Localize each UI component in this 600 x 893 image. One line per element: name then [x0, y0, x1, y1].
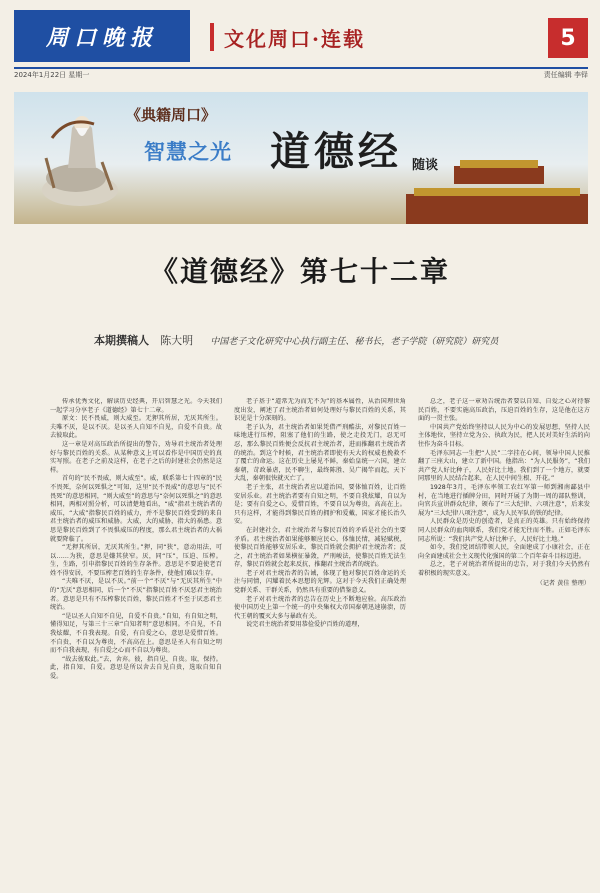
paragraph: 在封建社会，君主统治者与黎民百姓的矛盾是社会的主要矛盾。君主统治者如果能够顺应民心，体恤民情，减轻赋税，使黎民百姓能够安居乐业，黎民百姓就会拥护君主统治者；反之，君主统治者如果横征暴敛，严刑峻法，使黎民百姓无法生存，黎民百姓就会起来反抗，推翻君主统治者的统治。: [234, 526, 406, 569]
palace-roof: [406, 194, 588, 224]
reporter-signature: （记者 黄佳 整理）: [536, 580, 590, 588]
masthead-divider: [14, 67, 588, 69]
paragraph: 毛泽东同志一生把“人民”二字挂在心间，领导中国人民推翻了三座大山，建立了新中国。他指出：“为人民服务”，“我们共产党人好比种子，人民好比土地。我们到了一个地方，就要同那里的人民结合起来，在人民中间生根、开花。”: [418, 449, 590, 483]
section-accent-bar: [210, 23, 214, 51]
column-banner: [14, 92, 588, 224]
banner-suitan: 随谈: [412, 158, 439, 173]
sage-on-ox-illustration: [32, 98, 124, 218]
paragraph: 老子对君主统治者的忠告在历史上不断地应验。高压政治使中国历史上第一个统一的中央集权大帝国秦朝迅速崩溃，历代王朝的覆灭大多与暴政有关。: [234, 595, 406, 620]
paragraph: 原文：民不畏威，则大威至。无狎其所居，无厌其所生。夫唯不厌，是以不厌。是以圣人自知不自见，自爱不自贵。故去彼取此。: [50, 415, 222, 440]
issue-date: 2024年1月22日 星期一: [14, 71, 90, 79]
paragraph: “无狎其所居，无厌其所生。”狎，同“狭”，意动用法，可以……为狭，意思是嫌其狭窄。厌，同“压”，压迫、压榨。生，生路，引申指黎民百姓的生存条件。意思是不要迫使老百姓不得安居，不要压榨老百姓的生存条件，使他们难以生存。: [50, 544, 222, 577]
column-title: 《典籍周口》: [126, 106, 217, 124]
paragraph: 1928年3月，毛泽东率领工农红军第一师到湘南酃县中村，在当地进行插牌分田，同时开展了为期一周的部队整训，向官兵宣讲群众纪律，颁布了“三大纪律、六项注意”，后来发展为“三大纪律八项注意”，成为人民军队的铁的纪律。: [418, 483, 590, 517]
section-name: 文化周口·连载: [224, 26, 365, 51]
paragraph: 老子主张，君主统治者应以道治国，要体恤百姓，让百姓安居乐业。君主统治者要有自知之明，不要自我炫耀，自以为是；要有自爱之心，爱惜百姓，不要自以为尊贵，高高在上。只有这样，才能得到黎民百姓的拥护和爱戴，国家才能长治久安。: [234, 483, 406, 526]
paragraph: 传承优秀文化，解读历史经典，开启智慧之光。今天我们一起学习分享老子《道德经》第七十二章。: [50, 398, 222, 414]
newspaper-name: 周口晚报: [45, 24, 158, 51]
responsible-editor: 责任编辑 李铎: [543, 71, 588, 79]
byline-credentials: 中国老子文化研究中心执行副主任、秘书长，老子学院（研究院）研究员: [210, 337, 499, 347]
paragraph: 人民群众是历史的创造者，是真正的英雄。只有始终保持同人民群众的血肉联系，我们党才能无往而不胜。正如毛泽东同志所说：“我们共产党人好比种子，人民好比土地。”: [418, 518, 590, 543]
byline-role: 本期撰稿人: [94, 334, 149, 347]
paragraph: “是以圣人自知不自见，自爱不自贵。”自知，有自知之明，懂得知足，与第三十三章“自知者明”意思相同。不自见，不自我炫耀，不自我表现。自爱，有自爱之心，意思是爱惜百姓。不自贵，不自以为尊贵，不高高在上。意思是圣人有自知之明而不自我表现，有自爱之心而不自以为尊贵。: [50, 612, 222, 655]
palace-tower: [454, 166, 544, 184]
article-column-1: [50, 398, 222, 866]
byline-author: 陈大明: [160, 334, 194, 347]
paragraph: 总之，老子这一章劝告统治者要以自知、自爱之心对待黎民百姓，不要实施高压政治，压迫百姓的生存，这是他在这方面的一贯主张。: [418, 398, 590, 423]
masthead: [0, 0, 600, 78]
banner-calligraphy: 道德经: [270, 128, 402, 175]
paragraph: 这一章是对高压政治所提出的警告，劝导君主统治者处理好与黎民百姓的关系。从某种意义上可以看作是中国历史的真实写照。在老子之前及这样，在老子之后的封建社会仍然是这样。: [50, 440, 222, 474]
byline: [94, 332, 594, 348]
paragraph: 首句的“民不畏威，则大威至”。威，联系第七十四章的“民不畏死，奈何以死惧之”可知，这里“民不畏威”的意思与“民不畏死”的意思相同，“则大威至”的意思与“奈何以死惧之”的意思相同，两相对照分析，可以清楚地看出，“威”指君主统治者的威压，“大威”指黎民百姓的威力，并不是黎民百姓受到的来自君主统治者的威压和威胁。大威，大的威胁，指大的祸患。意思是黎民百姓到了不畏惧威压的程度，那么君主统治者的大祸就要降临了。: [50, 475, 222, 543]
paragraph: 中国共产党始终坚持以人民为中心的发展思想，坚持人民主体地位，坚持立党为公、执政为民，把人民对美好生活的向往作为奋斗目标。: [418, 423, 590, 448]
paragraph: 说完君主统治者要用恭俭爱护百姓的道理，: [246, 621, 364, 629]
paragraph: 老子认为，君主统治者如果凭借严刑酷法，对黎民百姓一味地进行压榨，阻塞了他们的生路，使之走投无门，忍无可忍，那么黎民百姓便会反抗君主统治者，进而推翻君主统治者的统治。到这个时候，君主统治者即使有天大的权威也挽救不了覆亡的命运。这在历史上屡见不鲜，秦始皇统一六国，建立秦朝，苛政暴虐，民不聊生，最终陈胜、吴广揭竿而起，天下大乱，秦朝很快就灭亡了。: [234, 423, 406, 483]
section-header: [210, 22, 365, 52]
article-body: [50, 398, 590, 866]
paragraph: “故去彼取此。”去，舍弃。彼，指自见、自贵。取，保持。此，指自知、自爱。意思是所以舍去自见自贵，选取自知自爱。: [50, 655, 222, 680]
paragraph: “夫唯不厌，是以不厌。”前一个“不厌”与“无厌其所生”中的“无厌”意思相同，后一个“不厌”指黎民百姓不厌恶君主统治者。意思是只有不压榨黎民百姓，黎民百姓才不至于厌恶君主统治。: [50, 578, 222, 612]
article-column-3: [418, 398, 590, 866]
article-headline: 《道德经》第七十二章: [149, 255, 450, 288]
newspaper-logo: [14, 10, 190, 62]
paragraph: 老子基于“道常无为而无不为”的基本属性，从治国理世角度出发，阐述了君主统治者如何处理好与黎民百姓的关系，其识见是十分深刻的。: [234, 398, 406, 423]
paragraph: 如今，我们党团结带领人民，全面建成了小康社会，正在向全面建成社会主义现代化强国的第二个百年奋斗目标迈进。: [418, 544, 590, 560]
palace-tower-tiles: [460, 160, 538, 168]
page-number: 5: [548, 18, 588, 58]
article-column-2: [234, 398, 406, 866]
paragraph: 老子对君主统治者的告诫，体现了他对黎民百姓命运的关注与同情，闪耀着民本思想的光辉。这对于今天我们正确处理党群关系、干群关系，仍然具有重要的借鉴意义。: [234, 569, 406, 595]
palace-roof-tiles: [414, 188, 580, 196]
banner-subtitle: 智慧之光: [144, 140, 232, 164]
paragraph: 总之，老子对统治者所提出的忠告，对于我们今天仍然有着积极的现实意义。: [418, 561, 590, 577]
